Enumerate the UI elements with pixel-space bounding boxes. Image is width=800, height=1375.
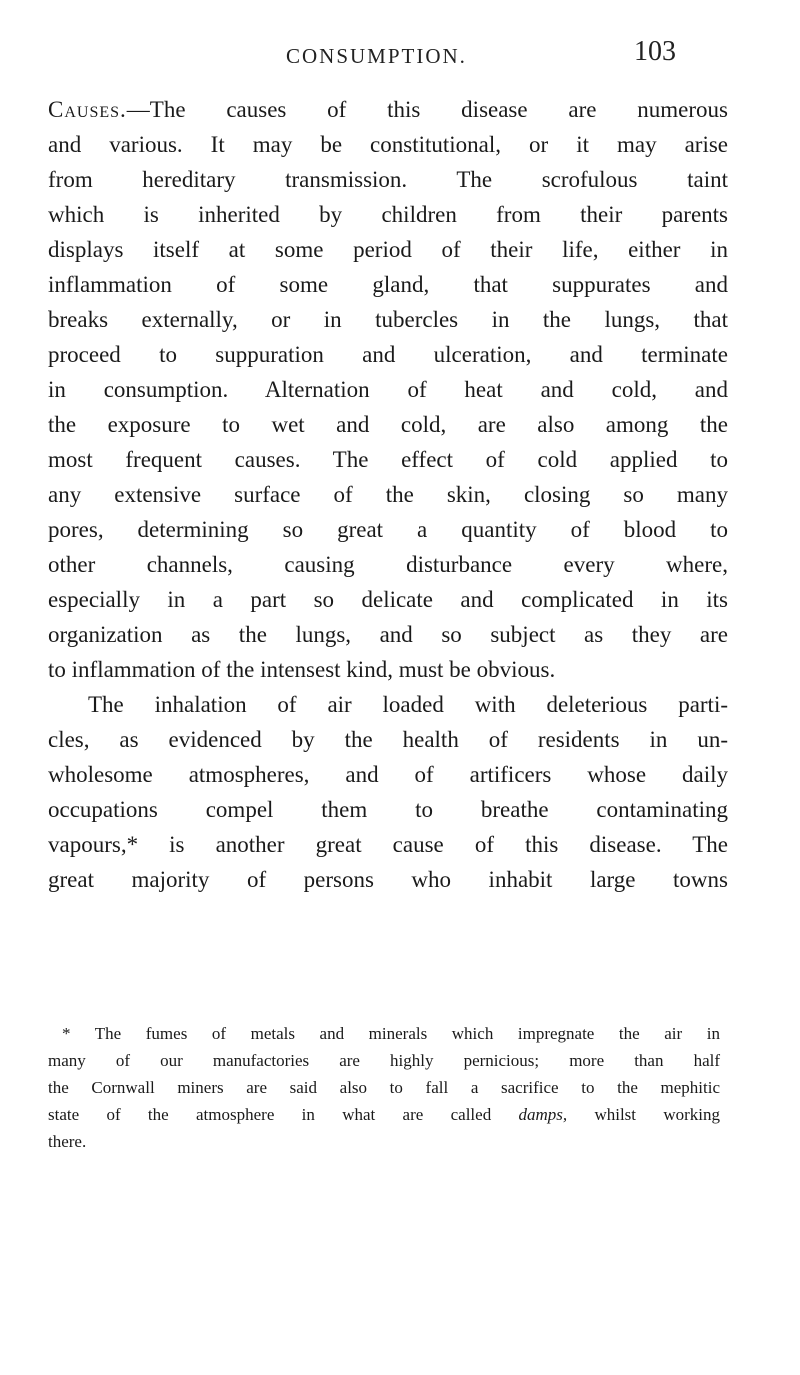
running-title: CONSUMPTION. (286, 44, 467, 68)
footnote-line-content: The fumes of metals and minerals which impregnate the air in (70, 1024, 720, 1043)
footnote-line: there. (48, 1132, 87, 1151)
text-line: the exposure to wet and cold, are also among the (48, 412, 728, 437)
text-line: especially in a part so delicate and complicated in its (48, 587, 728, 612)
text-line: occupations compel them to breathe contaminating (48, 797, 728, 822)
text-line-content: —The causes of this disease are numerous (126, 97, 728, 122)
section-heading: Causes. (48, 97, 127, 122)
footnote-line: the Cornwall miners are said also to fall a sacrifice to the mephitic (48, 1078, 720, 1097)
footnote-line: many of our manufactories are highly pernicious; more than half (48, 1051, 720, 1070)
footnote-line (48, 1101, 720, 1128)
text-line: which is inherited by children from their parents (48, 202, 728, 227)
text-line: cles, as evidenced by the health of residents in un- (48, 727, 728, 752)
text-line (48, 92, 728, 127)
text-line: proceed to suppuration and ulceration, and terminate (48, 342, 728, 367)
text-line: organization as the lungs, and so subject as they are (48, 622, 728, 647)
text-line: from hereditary transmission. The scrofulous taint (48, 167, 728, 192)
text-line: most frequent causes. The effect of cold applied to (48, 447, 728, 472)
footnote-marker: * (62, 1024, 71, 1043)
body-text (48, 92, 728, 897)
footnote-line (48, 1020, 720, 1047)
text-line: and various. It may be constitutional, or it may arise (48, 132, 728, 157)
text-line: great majority of persons who inhabit large towns (48, 867, 728, 892)
text-line: vapours,* is another great cause of this disease. The (48, 832, 728, 857)
footnote-italic-term: damps, (518, 1105, 568, 1124)
text-line: other channels, causing disturbance every where, (48, 552, 728, 577)
text-line: displays itself at some period of their life, either in (48, 237, 728, 262)
footnote (48, 1020, 720, 1155)
text-line: to inflammation of the intensest kind, must be obvious. (48, 657, 556, 682)
text-line: wholesome atmospheres, and of artificers whose daily (48, 762, 728, 787)
text-line: pores, determining so great a quantity of blood to (48, 517, 728, 542)
text-line: any extensive surface of the skin, closing so many (48, 482, 728, 507)
text-line: The inhalation of air loaded with deleterious parti- (88, 692, 728, 717)
text-line: inflammation of some gland, that suppurates and (48, 272, 728, 297)
page-number: 103 (634, 36, 676, 67)
text-line: in consumption. Alternation of heat and cold, and (48, 377, 728, 402)
text-line: breaks externally, or in tubercles in the lungs, that (48, 307, 728, 332)
footnote-text: state of the atmosphere in what are called (48, 1105, 519, 1124)
footnote-text: whilst working (567, 1105, 720, 1124)
